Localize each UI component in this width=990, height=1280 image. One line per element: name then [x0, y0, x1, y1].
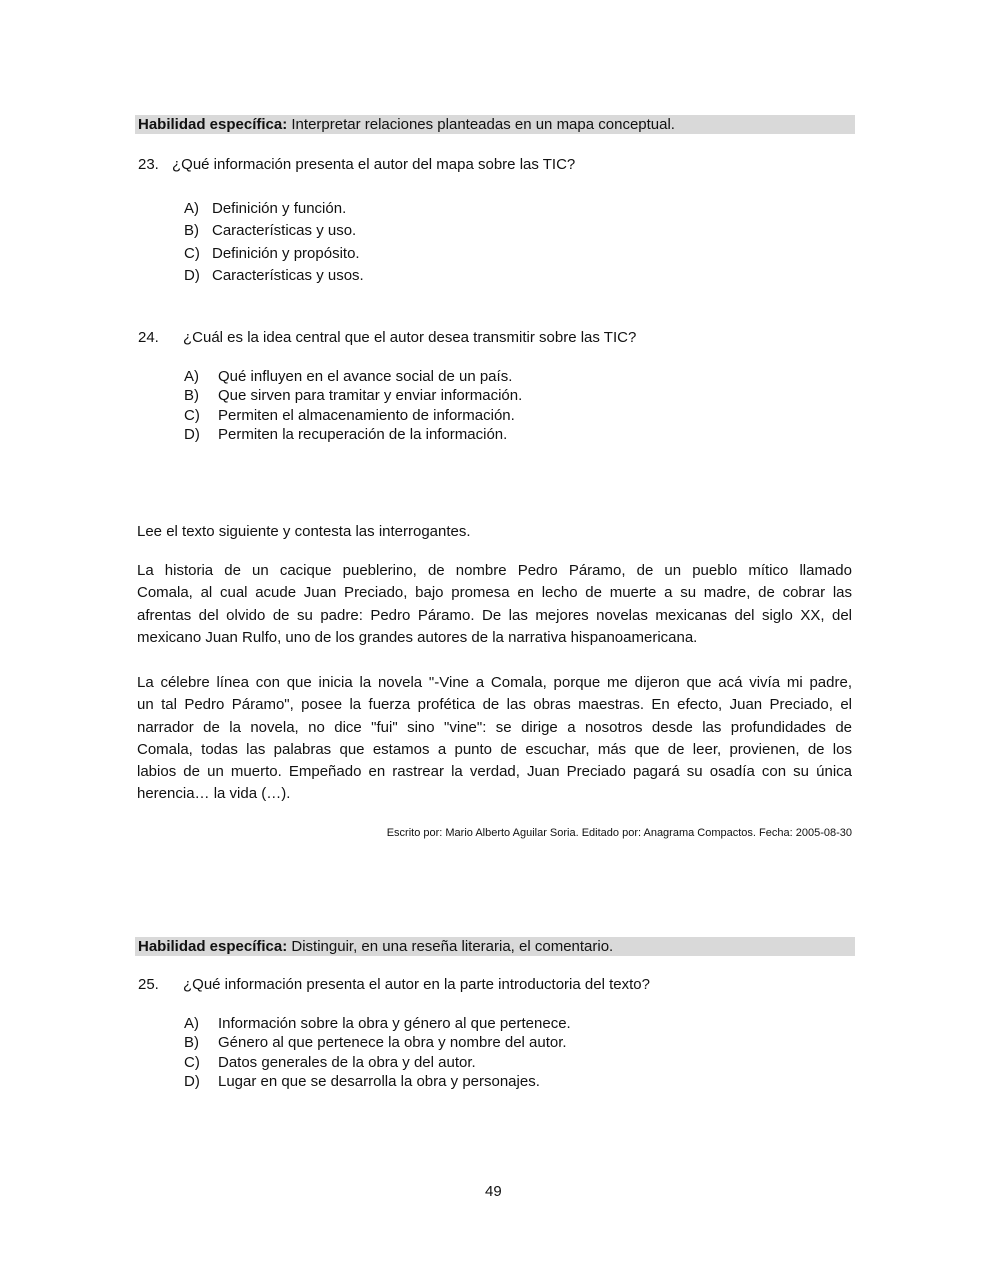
option-letter: B)	[184, 387, 199, 404]
question-number: 23.	[138, 156, 159, 173]
option-letter: A)	[184, 200, 199, 217]
option-text: Características y usos.	[212, 267, 364, 284]
question-number: 24.	[138, 329, 159, 346]
option-letter: C)	[184, 1054, 200, 1071]
skill-label: Habilidad específica:	[138, 116, 288, 133]
text-line: narrador de la novela, no dice "fui" sino "vine": se dirige a nosotros desde las profundidades de	[137, 718, 852, 736]
question-text: ¿Qué información presenta el autor en la parte introductoria del texto?	[183, 976, 650, 993]
source-credit: Escrito por: Mario Alberto Aguilar Soria. Editado por: Anagrama Compactos. Fecha: 2005-08-30	[386, 827, 852, 839]
text-line: afrentas del olvido de su padre: Pedro Páramo. De las mejores novelas mexicanas del siglo XX, del	[137, 606, 852, 624]
text-line: La célebre línea con que inicia la novela "-Vine a Comala, porque me dijeron que acá vivía mi padre,	[137, 674, 852, 691]
skill-header-2	[135, 937, 855, 956]
option-text: Datos generales de la obra y del autor.	[218, 1054, 476, 1071]
text-line: mexicano Juan Rulfo, uno de los grandes autores de la narrativa hispanoamericana.	[137, 628, 698, 646]
question-text: ¿Cuál es la idea central que el autor desea transmitir sobre las TIC?	[183, 329, 637, 346]
reading-paragraph-2	[137, 672, 852, 806]
option-text: Lugar en que se desarrolla la obra y personajes.	[218, 1073, 540, 1090]
text-line: Comala, todas las palabras que estamos a punto de escuchar, más que de leer, provienen, de los	[137, 740, 852, 758]
text-line: un tal Pedro Páramo", posee la fuerza profética de las obras maestras. En efecto, Juan Preciado, el	[137, 696, 852, 714]
option-letter: C)	[184, 407, 200, 424]
option-text: Que sirven para tramitar y enviar información.	[218, 387, 523, 404]
option-text: Definición y función.	[212, 200, 347, 217]
option-letter: C)	[184, 245, 200, 262]
text-line: La historia de un cacique pueblerino, de nombre Pedro Páramo, de un pueblo mítico llamado	[137, 562, 852, 579]
skill-header-1	[135, 115, 855, 134]
option-text: Permiten la recuperación de la información.	[218, 426, 508, 443]
text-line: labios de un muerto. Empeñado en rastrear la verdad, Juan Preciado pagará su osadía con su única	[137, 763, 852, 781]
option-text: Características y uso.	[212, 222, 357, 239]
page-number: 49	[485, 1183, 502, 1200]
option-letter: D)	[184, 426, 200, 443]
option-text: Qué influyen en el avance social de un país.	[218, 368, 513, 385]
text-line: Comala, al cual acude Juan Preciado, bajo promesa en lecho de muerte a su madre, de cobrar las	[137, 584, 852, 602]
option-letter: A)	[184, 1015, 199, 1032]
option-letter: A)	[184, 368, 199, 385]
option-letter: B)	[184, 1034, 199, 1051]
question-number: 25.	[138, 976, 159, 993]
skill-text: Interpretar relaciones planteadas en un mapa conceptual.	[291, 116, 675, 133]
skill-label: Habilidad específica:	[138, 938, 288, 955]
option-text: Definición y propósito.	[212, 245, 360, 262]
skill-text: Distinguir, en una reseña literaria, el comentario.	[291, 938, 614, 955]
text-line: herencia… la vida (…).	[137, 785, 291, 803]
option-letter: B)	[184, 222, 199, 239]
reading-paragraph-1	[137, 560, 852, 649]
reading-instruction: Lee el texto siguiente y contesta las interrogantes.	[137, 523, 471, 540]
option-text: Información sobre la obra y género al que pertenece.	[218, 1015, 571, 1032]
option-letter: D)	[184, 1073, 200, 1090]
option-text: Permiten el almacenamiento de información.	[218, 407, 515, 424]
option-letter: D)	[184, 267, 200, 284]
question-text: ¿Qué información presenta el autor del mapa sobre las TIC?	[172, 156, 576, 173]
option-text: Género al que pertenece la obra y nombre del autor.	[218, 1034, 567, 1051]
